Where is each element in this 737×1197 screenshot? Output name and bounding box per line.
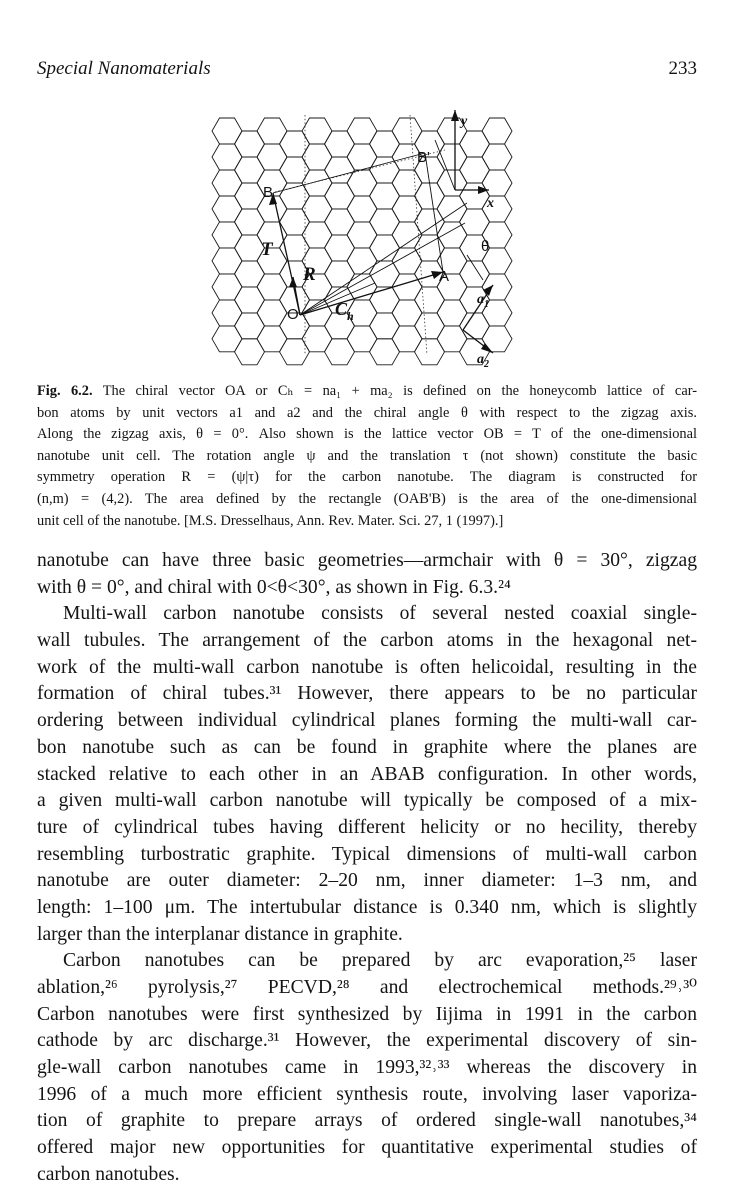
hexagon-cell bbox=[257, 326, 287, 352]
text-line: nanotube are outer diameter: 2–20 nm, inner diameter: 1–3 nm, and bbox=[37, 870, 697, 892]
label-x: x bbox=[487, 196, 494, 211]
hexagon-cell bbox=[302, 326, 332, 352]
hexagon-cell bbox=[437, 326, 467, 352]
hexagon-cell bbox=[302, 170, 332, 196]
honeycomb-diagram bbox=[205, 105, 525, 373]
body-text bbox=[37, 548, 697, 1189]
hexagon-cell bbox=[212, 248, 242, 274]
caption-text: The chiral vector OA or Cₕ = na₁ + ma₂ is defined on the honeycomb lattice of car- bbox=[92, 383, 698, 399]
figure-honeycomb-lattice bbox=[205, 105, 525, 373]
text-line: Carbon nanotubes were first synthesized by Iijima in 1991 in the carbon bbox=[37, 1003, 697, 1025]
text-line: 1996 of a much more efficient synthesis route, involving laser vaporiza- bbox=[37, 1083, 697, 1105]
hexagon-cell bbox=[212, 144, 242, 170]
honeycomb-grid bbox=[212, 118, 512, 365]
hexagon-cell bbox=[212, 170, 242, 196]
caption-line: symmetry operation R = (ψ|τ) for the carbon nanotube. The diagram is constructed for bbox=[37, 469, 697, 486]
hexagon-cell bbox=[437, 196, 467, 222]
hexagon-cell bbox=[370, 209, 400, 235]
label-B: B bbox=[263, 184, 274, 201]
arrowhead bbox=[483, 285, 493, 296]
hexagon-cell bbox=[482, 274, 512, 300]
hexagon-cell bbox=[280, 339, 310, 365]
hexagon-cell bbox=[347, 222, 377, 248]
label-theta: θ bbox=[481, 238, 490, 255]
hexagon-cell bbox=[460, 209, 490, 235]
chiral-vector-ch bbox=[300, 272, 443, 315]
hexagon-cell bbox=[212, 196, 242, 222]
hexagon-cell bbox=[392, 170, 422, 196]
hexagon-cell bbox=[460, 313, 490, 339]
hexagon-cell bbox=[415, 209, 445, 235]
text-line: larger than the interplanar distance in graphite. bbox=[37, 923, 403, 945]
hexagon-cell bbox=[437, 300, 467, 326]
label-a2-sub: 2 bbox=[484, 359, 489, 370]
hexagon-cell bbox=[212, 118, 242, 144]
hexagon-cell bbox=[212, 326, 242, 352]
label-y: y bbox=[461, 114, 468, 129]
label-ch-main: C bbox=[335, 299, 348, 319]
caption-line: (n,m) = (4,2). The area defined by the rectangle (OAB'B) is the area of the one-dimensional bbox=[37, 490, 697, 507]
text-line: formation of chiral tubes.³¹ However, there appears to be no particular bbox=[37, 683, 697, 705]
hexagon-cell bbox=[347, 326, 377, 352]
hexagon-cell bbox=[370, 339, 400, 365]
running-head bbox=[37, 58, 697, 86]
caption-line bbox=[37, 381, 697, 403]
hexagon-cell bbox=[302, 196, 332, 222]
hexagon-cell bbox=[370, 313, 400, 339]
hexagon-cell bbox=[370, 235, 400, 261]
text-line: bon nanotube such as can be found in graphite where the planes are bbox=[37, 736, 697, 758]
hexagon-cell bbox=[415, 287, 445, 313]
hexagon-cell bbox=[212, 274, 242, 300]
text-line: work of the multi-wall carbon nanotube is often helicoidal, resulting in the bbox=[37, 656, 697, 678]
text-line: a given multi-wall carbon nanotube will typically be composed of a mix- bbox=[37, 790, 697, 812]
text-line: gle-wall carbon nanotubes came in 1993,³²˒³³ whereas the discovery in bbox=[37, 1057, 697, 1079]
hexagon-cell bbox=[302, 222, 332, 248]
hexagon-cell bbox=[392, 274, 422, 300]
hexagon-cell bbox=[437, 222, 467, 248]
hexagon-cell bbox=[347, 144, 377, 170]
hexagon-cell bbox=[235, 313, 265, 339]
hexagon-cell bbox=[370, 131, 400, 157]
hexagon-cell bbox=[392, 326, 422, 352]
label-ch-sub: h bbox=[347, 309, 354, 323]
text-line: carbon nanotubes. bbox=[37, 1163, 180, 1185]
hexagon-cell bbox=[392, 300, 422, 326]
text-line: nanotube can have three basic geometries—armchair with θ = 30°, zigzag bbox=[37, 550, 697, 571]
label-A: A bbox=[439, 268, 450, 285]
edge-AB-prime bbox=[425, 153, 443, 272]
hexagon-cell bbox=[212, 222, 242, 248]
hexagon-cell bbox=[482, 118, 512, 144]
hexagon-cell bbox=[235, 157, 265, 183]
text-line: tion of graphite to prepare arrays of ordered single-wall nanotubes,³⁴ bbox=[37, 1110, 697, 1132]
text-line: resembling turbostratic graphite. Typical dimensions of multi-wall carbon bbox=[37, 843, 697, 865]
text-line: ordering between individual cylindrical planes forming the multi-wall car- bbox=[37, 710, 697, 732]
hexagon-cell bbox=[415, 313, 445, 339]
hexagon-cell bbox=[257, 274, 287, 300]
text-line: ture of cylindrical tubes having different helicity or no hecility, thereby bbox=[37, 816, 697, 838]
label-a1-main: a bbox=[477, 292, 484, 307]
label-a2 bbox=[477, 352, 489, 370]
caption-line: nanotube unit cell. The rotation angle ψ and the translation τ (not shown) constitute the basic bbox=[37, 447, 697, 464]
hexagon-cell bbox=[415, 339, 445, 365]
caption-line: bon atoms by unit vectors a1 and a2 and the chiral angle θ with respect to the zigzag axis. bbox=[37, 404, 697, 421]
label-a1-sub: 1 bbox=[484, 299, 489, 310]
hexagon-cell bbox=[325, 339, 355, 365]
hexagon-cell bbox=[370, 287, 400, 313]
hexagon-cell bbox=[347, 118, 377, 144]
hexagon-cell bbox=[325, 235, 355, 261]
text-line: ablation,²⁶ pyrolysis,²⁷ PECVD,²⁸ and electrochemical methods.²⁹˒³⁰ bbox=[37, 977, 697, 998]
hexagon-cell bbox=[257, 118, 287, 144]
figure-caption bbox=[37, 381, 697, 532]
axis-helper bbox=[435, 140, 455, 190]
page-number: 233 bbox=[668, 58, 697, 79]
label-O: O bbox=[287, 306, 299, 323]
text-line: wall tubules. The arrangement of the carbon atoms in the hexagonal net- bbox=[37, 630, 697, 652]
caption-line: Along the zigzag axis, θ = 0°. Also shown is the lattice vector OB = T of the one-dimensional bbox=[37, 426, 697, 443]
hexagon-cell bbox=[347, 196, 377, 222]
hexagon-cell bbox=[325, 183, 355, 209]
hexagon-cell bbox=[415, 183, 445, 209]
label-a2-main: a bbox=[477, 352, 484, 367]
hexagon-cell bbox=[347, 170, 377, 196]
hexagon-cell bbox=[235, 287, 265, 313]
hexagon-cell bbox=[235, 131, 265, 157]
hexagon-cell bbox=[392, 196, 422, 222]
hexagon-cell bbox=[482, 170, 512, 196]
text-line: cathode by arc discharge.³¹ However, the experimental discovery of sin- bbox=[37, 1030, 697, 1052]
hexagon-cell bbox=[257, 144, 287, 170]
hexagon-cell bbox=[370, 183, 400, 209]
hexagon-cell bbox=[235, 235, 265, 261]
text-line: Carbon nanotubes can be prepared by arc evaporation,²⁵ laser bbox=[63, 950, 697, 972]
text-line: offered major new opportunities for quantitative experimental studies of bbox=[37, 1137, 697, 1159]
text-line: Multi-wall carbon nanotube consists of several nested coaxial single- bbox=[63, 603, 697, 625]
vector-T bbox=[273, 193, 300, 315]
hexagon-cell bbox=[392, 118, 422, 144]
text-line: stacked relative to each other in an ABAB configuration. In other words, bbox=[37, 763, 697, 785]
theta-arc bbox=[467, 255, 483, 280]
hexagon-cell bbox=[325, 209, 355, 235]
hexagon-cell bbox=[460, 157, 490, 183]
arrowhead bbox=[289, 277, 297, 287]
hexagon-cell bbox=[302, 144, 332, 170]
arrowhead bbox=[451, 110, 459, 121]
hexagon-cell bbox=[235, 261, 265, 287]
hexagon-cell bbox=[325, 131, 355, 157]
helper-line bbox=[300, 203, 467, 315]
hexagon-cell bbox=[325, 261, 355, 287]
running-title: Special Nanomaterials bbox=[37, 58, 211, 79]
hexagon-cell bbox=[235, 209, 265, 235]
hexagon-cell bbox=[325, 157, 355, 183]
label-T: T bbox=[261, 239, 273, 260]
hexagon-cell bbox=[235, 339, 265, 365]
caption-label: Fig. 6.2. bbox=[37, 383, 93, 399]
hexagon-cell bbox=[347, 248, 377, 274]
caption-line: unit cell of the nanotube. [M.S. Dresselhaus, Ann. Rev. Mater. Sci. 27, 1 (1997).] bbox=[37, 512, 504, 529]
hexagon-cell bbox=[302, 118, 332, 144]
label-B-prime: B' bbox=[417, 149, 430, 166]
hexagon-cell bbox=[482, 144, 512, 170]
hexagon-cell bbox=[212, 300, 242, 326]
text-line: with θ = 0°, and chiral with 0<θ<30°, as shown in Fig. 6.3.²⁴ bbox=[37, 576, 511, 598]
hexagon-cell bbox=[415, 235, 445, 261]
label-R: R bbox=[303, 264, 316, 285]
hexagon-cell bbox=[257, 300, 287, 326]
label-ch bbox=[335, 299, 354, 323]
hexagon-cell bbox=[235, 183, 265, 209]
hexagon-cell bbox=[460, 261, 490, 287]
text-line: length: 1–100 μm. The intertubular distance is 0.340 nm, which is slightly bbox=[37, 896, 697, 918]
hexagon-cell bbox=[460, 131, 490, 157]
